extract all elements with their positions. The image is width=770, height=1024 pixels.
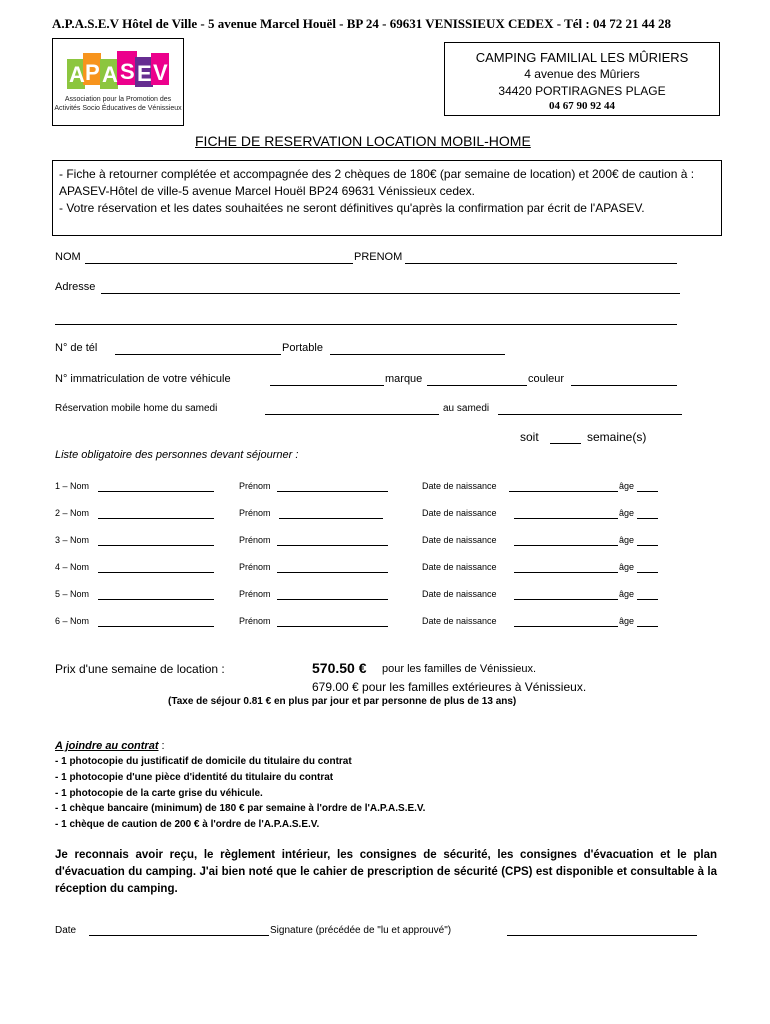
- date-field[interactable]: [89, 935, 269, 936]
- person-prenom-label: Prénom: [239, 535, 271, 545]
- acknowledgement-text: Je reconnais avoir reçu, le règlement intérieur, les consignes de sécurité, les consignes d'évacuation et le plan d'évacuation du camping. J'ai bien noté que le cahier de prescription de sécurité (CPS) est disponible et consultable à la réception du camping.: [55, 849, 717, 895]
- person-nom-label: 5 – Nom: [55, 589, 90, 599]
- attachment-item-2: - 1 photocopie d'une pièce d'identité du titulaire du contrat: [55, 772, 334, 783]
- person-prenom-field[interactable]: [277, 599, 388, 600]
- logo-letter-a1: A: [69, 62, 85, 87]
- logo-letter-a2: A: [102, 62, 118, 87]
- logo-caption: Association pour la Promotion des Activités Socio Éducatives de Vénissieux: [54, 96, 182, 112]
- camping-address-box: [444, 42, 720, 116]
- person-naissance-field[interactable]: [514, 599, 618, 600]
- person-age-label: âge: [619, 481, 635, 491]
- person-nom-label: 6 – Nom: [55, 616, 90, 626]
- instructions-box: [52, 160, 722, 236]
- person-nom-field[interactable]: [98, 491, 214, 492]
- person-nom-field[interactable]: [98, 599, 214, 600]
- logo-letter-v: V: [153, 60, 168, 85]
- person-naissance-field[interactable]: [514, 518, 618, 519]
- person-prenom-field[interactable]: [277, 572, 388, 573]
- person-age-field[interactable]: [637, 572, 658, 573]
- logo-letter-s: S: [120, 59, 135, 84]
- person-naissance-field[interactable]: [514, 626, 618, 627]
- person-age-label: âge: [619, 508, 635, 518]
- tourist-tax-note: (Taxe de séjour 0.81 € en plus par jour et par personne de plus de 13 ans): [168, 696, 517, 707]
- person-prenom-field[interactable]: [277, 491, 388, 492]
- person-nom-field[interactable]: [98, 518, 214, 519]
- attachment-item-5: - 1 chèque de caution de 200 € à l'ordre de l'A.P.A.S.E.V.: [55, 819, 320, 830]
- person-prenom-label: Prénom: [239, 481, 271, 491]
- attachments-heading: A joindre au contrat: [55, 740, 159, 752]
- person-naissance-field[interactable]: [514, 572, 618, 573]
- marque-field[interactable]: [427, 385, 527, 386]
- attachment-item-4: - 1 chèque bancaire (minimum) de 180 € par semaine à l'ordre de l'A.P.A.S.E.V.: [55, 803, 426, 814]
- price-external: 679.00 € pour les familles extérieures à Vénissieux.: [312, 680, 587, 694]
- reservation-label: Réservation mobile home du samedi: [55, 403, 218, 414]
- tel-label: N° de tél: [55, 342, 98, 354]
- attachment-item-3: - 1 photocopie de la carte grise du véhicule.: [55, 788, 263, 799]
- attachment-item-1: - 1 photocopie du justificatif de domicile du titulaire du contrat: [55, 756, 352, 767]
- price-local-desc: pour les familles de Vénissieux.: [382, 663, 537, 675]
- person-naissance-label: Date de naissance: [422, 535, 497, 545]
- person-nom-label: 2 – Nom: [55, 508, 90, 518]
- person-prenom-label: Prénom: [239, 508, 271, 518]
- person-age-field[interactable]: [637, 545, 658, 546]
- marque-label: marque: [385, 373, 423, 385]
- person-age-label: âge: [619, 616, 635, 626]
- immat-field[interactable]: [270, 385, 384, 386]
- person-age-label: âge: [619, 535, 635, 545]
- person-naissance-field[interactable]: [514, 545, 618, 546]
- attachments-colon: :: [158, 740, 165, 752]
- person-prenom-field[interactable]: [279, 518, 383, 519]
- person-nom-field[interactable]: [98, 626, 214, 627]
- persons-heading: Liste obligatoire des personnes devant séjourner :: [55, 449, 299, 461]
- person-nom-label: 4 – Nom: [55, 562, 90, 572]
- au-samedi-label: au samedi: [443, 403, 490, 414]
- person-age-field[interactable]: [637, 491, 658, 492]
- person-prenom-label: Prénom: [239, 589, 271, 599]
- apasev-logo-mark: [67, 49, 171, 95]
- person-age-field[interactable]: [637, 599, 658, 600]
- price-local-amount: 570.50 €: [312, 660, 367, 676]
- adresse-label: Adresse: [55, 281, 96, 293]
- signature-label: Signature (précédée de "lu et approuvé"): [270, 925, 452, 936]
- logo-letter-p: P: [85, 60, 100, 85]
- camping-title: CAMPING FAMILIAL LES MÛRIERS: [475, 50, 689, 65]
- date-label: Date: [55, 925, 77, 936]
- person-naissance-label: Date de naissance: [422, 589, 497, 599]
- tel-field[interactable]: [115, 354, 281, 355]
- prenom-field[interactable]: [405, 263, 677, 264]
- immat-label: N° immatriculation de votre véhicule: [55, 373, 231, 385]
- instructions-line-2: - Votre réservation et les dates souhaitées ne seront définitives qu'après la confirmation par écrit de l'APASEV.: [59, 201, 645, 215]
- header-address: A.P.A.S.E.V Hôtel de Ville - 5 avenue Marcel Houël - BP 24 - 69631 VENISSIEUX CEDEX - Tél : 04 72 21 44 28: [52, 16, 671, 31]
- adresse-field-line-2[interactable]: [55, 324, 677, 325]
- instructions-line-1: - Fiche à retourner complétée et accompagnée des 2 chèques de 180€ (par semaine de location) et 200€ de caution à : APASEV-Hôtel de ville-5 avenue Marcel Houël BP24 69631 Vénissieux cedex.: [59, 167, 695, 198]
- person-prenom-label: Prénom: [239, 616, 271, 626]
- person-age-label: âge: [619, 562, 635, 572]
- person-nom-label: 3 – Nom: [55, 535, 90, 545]
- person-naissance-label: Date de naissance: [422, 508, 497, 518]
- person-prenom-field[interactable]: [277, 545, 388, 546]
- person-nom-label: 1 – Nom: [55, 481, 90, 491]
- nom-label: NOM: [55, 251, 81, 263]
- signature-field[interactable]: [507, 935, 697, 936]
- apasev-logo: [52, 38, 184, 126]
- reservation-end-field[interactable]: [498, 414, 682, 415]
- camping-street: 4 avenue des Mûriers: [524, 67, 640, 81]
- person-nom-field[interactable]: [98, 572, 214, 573]
- person-naissance-field[interactable]: [509, 491, 618, 492]
- person-age-field[interactable]: [637, 626, 658, 627]
- nom-field[interactable]: [85, 263, 353, 264]
- form-title: FICHE DE RESERVATION LOCATION MOBIL-HOME: [195, 133, 531, 149]
- adresse-field[interactable]: [101, 293, 680, 294]
- person-nom-field[interactable]: [98, 545, 214, 546]
- person-age-label: âge: [619, 589, 635, 599]
- prenom-label: PRENOM: [354, 251, 403, 263]
- camping-phone: 04 67 90 92 44: [549, 100, 615, 112]
- semaines-label: semaine(s): [587, 430, 647, 444]
- couleur-field[interactable]: [571, 385, 677, 386]
- soit-label: soit: [520, 430, 539, 444]
- person-naissance-label: Date de naissance: [422, 562, 497, 572]
- person-prenom-field[interactable]: [277, 626, 388, 627]
- logo-letter-e: E: [137, 61, 152, 86]
- person-naissance-label: Date de naissance: [422, 616, 497, 626]
- attachments-heading-line: [55, 740, 165, 752]
- portable-field[interactable]: [330, 354, 505, 355]
- couleur-label: couleur: [528, 373, 565, 385]
- reservation-start-field[interactable]: [265, 414, 439, 415]
- camping-city: 34420 PORTIRAGNES PLAGE: [498, 84, 666, 98]
- person-prenom-label: Prénom: [239, 562, 271, 572]
- portable-label: Portable: [282, 342, 323, 354]
- person-age-field[interactable]: [637, 518, 658, 519]
- price-label: Prix d'une semaine de location :: [55, 662, 225, 676]
- person-naissance-label: Date de naissance: [422, 481, 497, 491]
- weeks-field[interactable]: [550, 443, 581, 444]
